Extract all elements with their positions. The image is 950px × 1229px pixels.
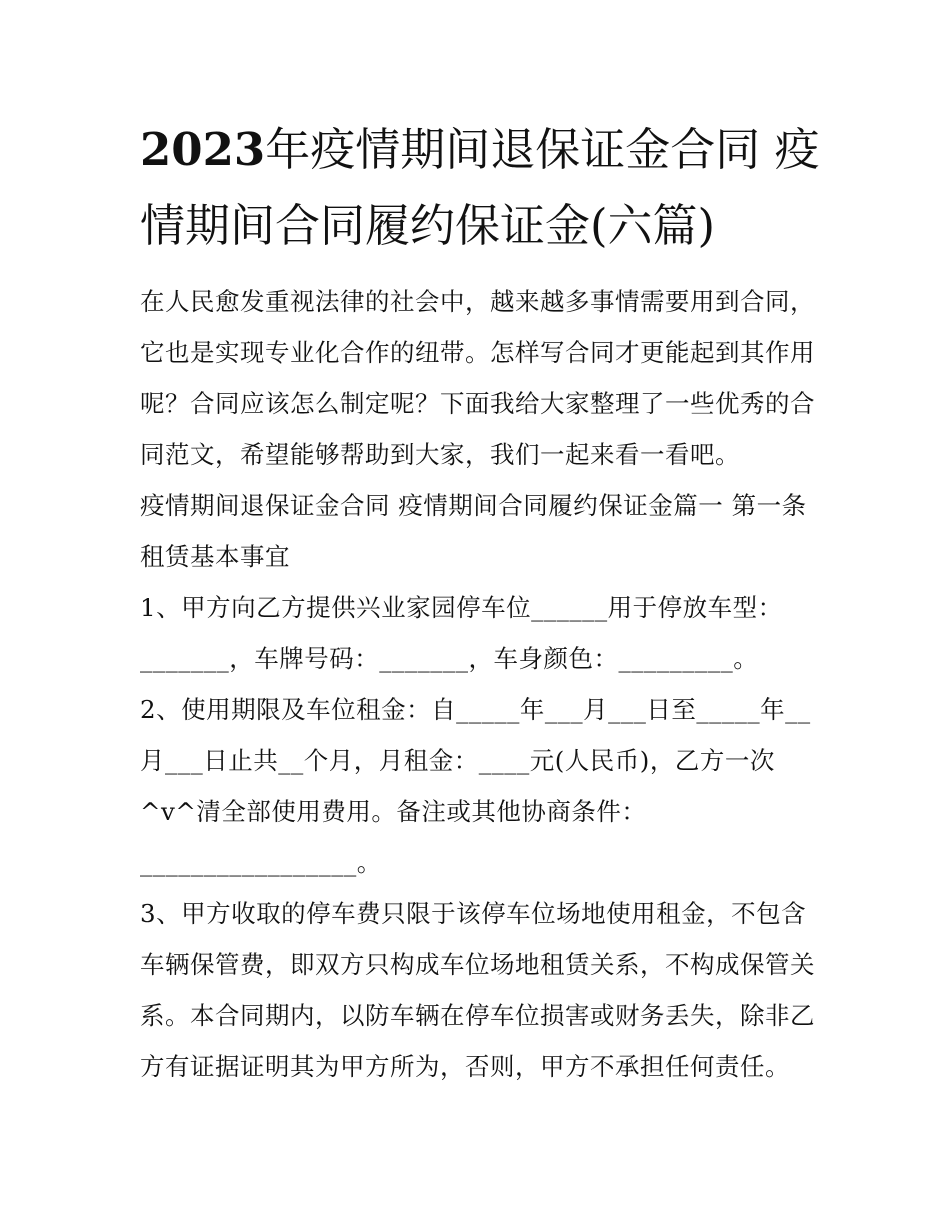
document-title	[140, 112, 820, 264]
intro-paragraph: 在人民愈发重视法律的社会中，越来越多事情需要用到合同，它也是实现专业化合作的纽带。怎样写合同才更能起到其作用呢？合同应该怎么制定呢？下面我给大家整理了一些优秀的合同范文，希望能够帮助到大家，我们一起来看一看吧。	[140, 287, 815, 469]
title-year: 2023	[140, 123, 266, 176]
document-body	[140, 276, 820, 1092]
clause-2: 2、使用期限及车位租金：自_____年___月___日至_____年__月___日止共__个月，月租金：____元(人民币)，乙方一次^v^清全部使用费用。备注或其他协商条件：_________________。	[140, 695, 811, 877]
section-heading: 疫情期间退保证金合同 疫情期间合同履约保证金篇一 第一条 租赁基本事宜	[140, 491, 807, 571]
title-text: 年疫情期间退保证金合同 疫情期间合同履约保证金(六篇)	[140, 123, 820, 252]
document-page	[140, 112, 820, 1092]
clause-1: 1、甲方向乙方提供兴业家园停车位______用于停放车型：_______，车牌号码：_______，车身颜色：_________。	[140, 593, 783, 673]
clause-3: 3、甲方收取的停车费只限于该停车位场地使用租金，不包含车辆保管费，即双方只构成车位场地租赁关系，不构成保管关系。本合同期内，以防车辆在停车位损害或财务丢失，除非乙方有证据证明其为甲方所为，否则，甲方不承担任何责任。	[140, 899, 815, 1081]
